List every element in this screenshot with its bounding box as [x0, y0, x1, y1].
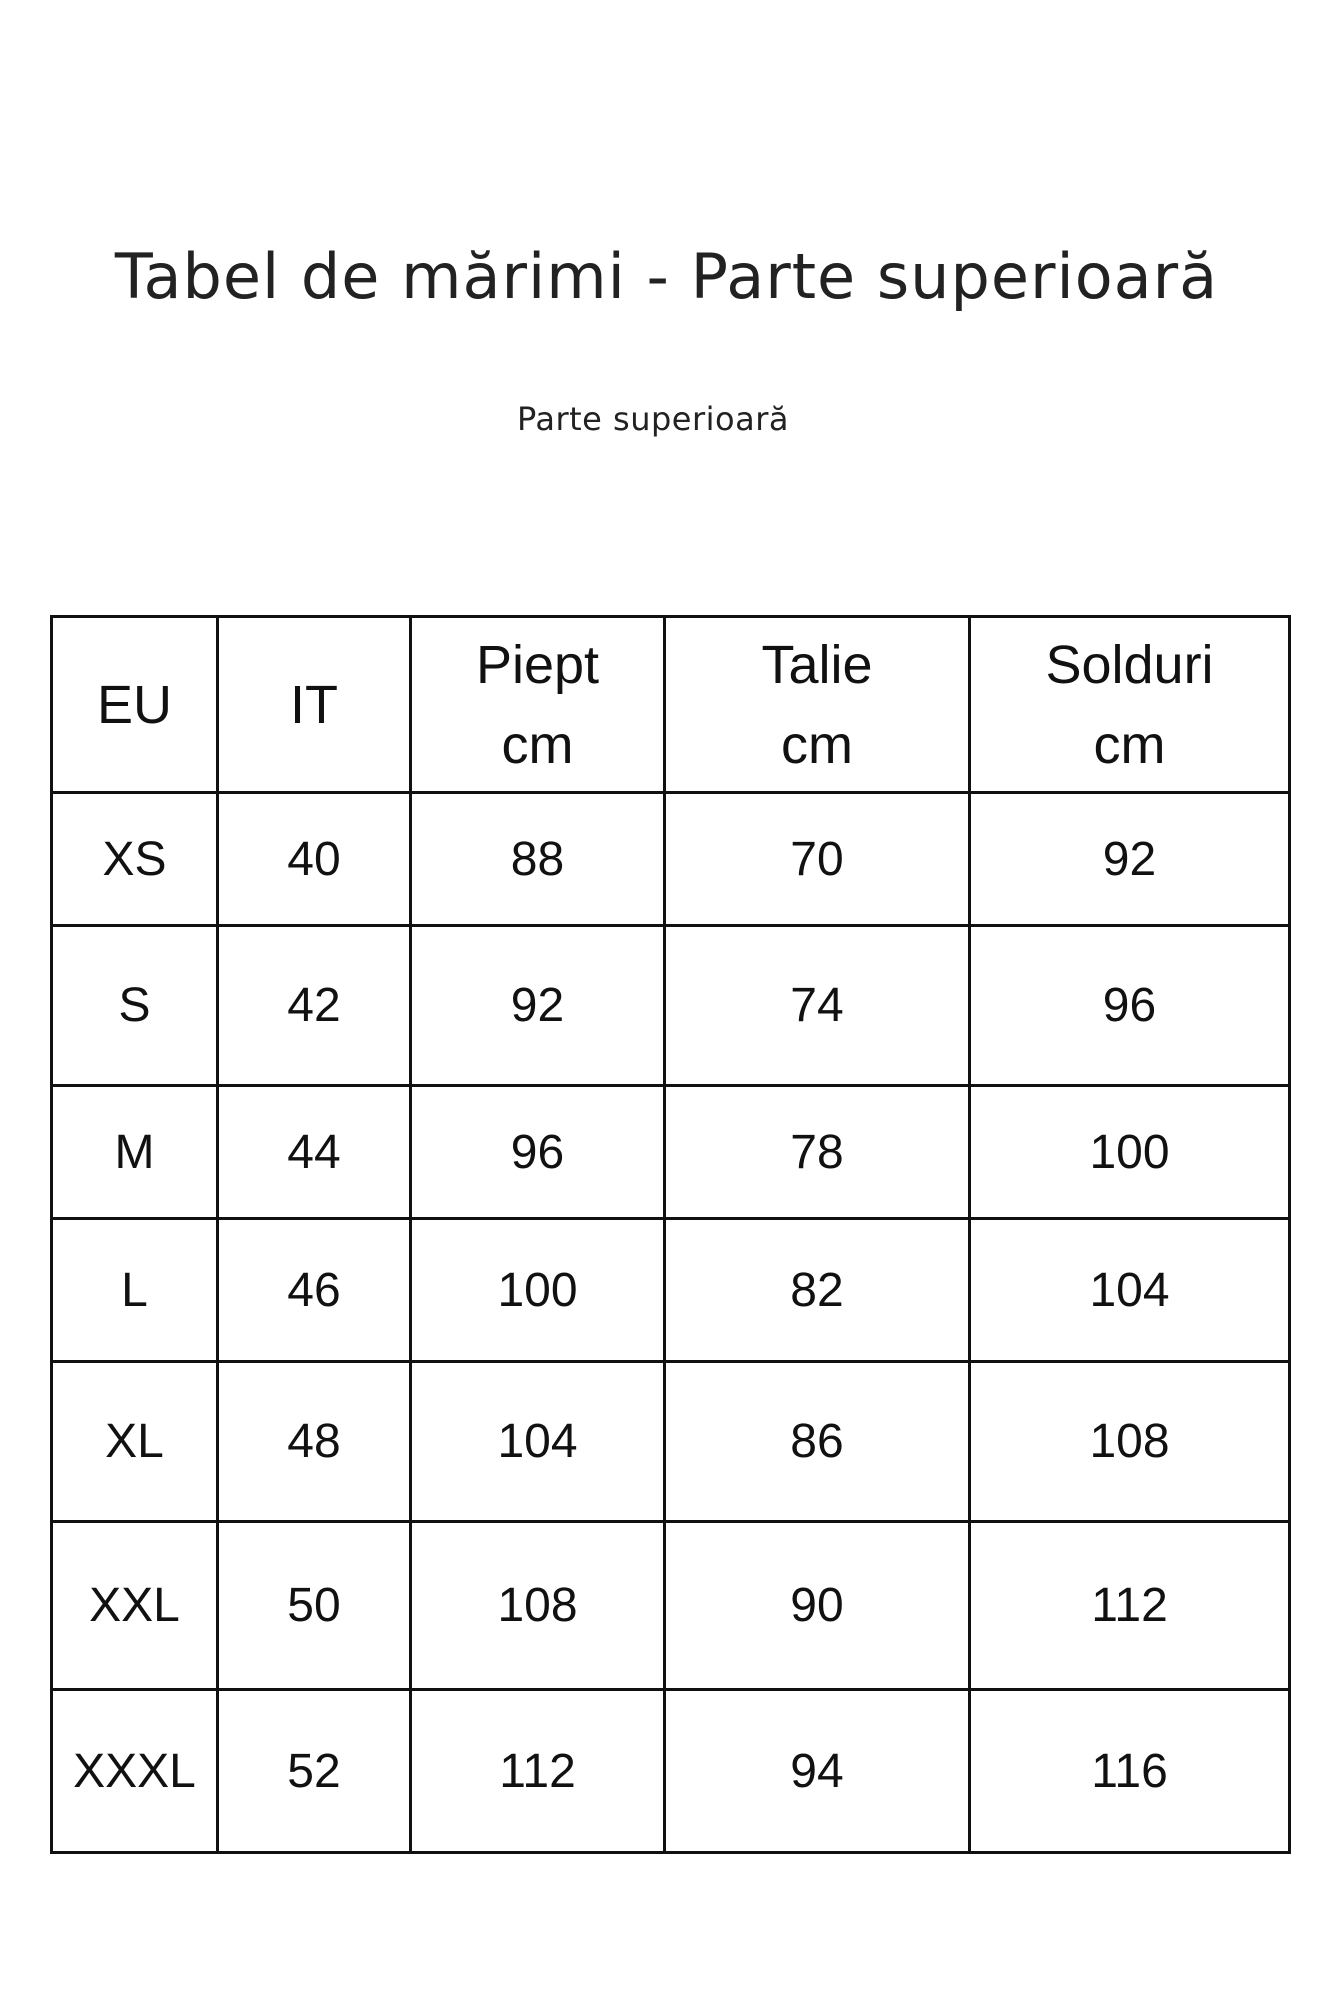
- header-label: Piept: [475, 634, 600, 695]
- cell-piept: 104: [411, 1362, 665, 1522]
- cell-eu: M: [52, 1086, 218, 1219]
- table-row: [52, 926, 1290, 1086]
- cell-solduri: 112: [970, 1522, 1290, 1690]
- cell-piept: 108: [411, 1522, 665, 1690]
- page-title: Tabel de mărimi - Parte superioară: [114, 240, 1219, 313]
- cell-solduri: 96: [970, 926, 1290, 1086]
- header-label: EU: [96, 674, 172, 735]
- page-subtitle: Parte superioară: [517, 400, 789, 438]
- cell-solduri: 92: [970, 793, 1290, 926]
- cell-piept: 100: [411, 1219, 665, 1362]
- header-unit: cm: [1093, 714, 1166, 775]
- cell-it: 50: [218, 1522, 411, 1690]
- table-row: [52, 1086, 1290, 1219]
- table-row: [52, 1522, 1290, 1690]
- cell-eu: S: [52, 926, 218, 1086]
- header-label: Talie: [761, 634, 873, 695]
- cell-talie: 70: [665, 793, 970, 926]
- header-label: Solduri: [1045, 634, 1214, 695]
- cell-solduri: 100: [970, 1086, 1290, 1219]
- cell-solduri: 108: [970, 1362, 1290, 1522]
- cell-piept: 96: [411, 1086, 665, 1219]
- cell-it: 44: [218, 1086, 411, 1219]
- cell-eu: XXL: [52, 1522, 218, 1690]
- cell-talie: 78: [665, 1086, 970, 1219]
- header-it: [218, 617, 411, 793]
- header-unit: cm: [501, 714, 574, 775]
- cell-piept: 112: [411, 1690, 665, 1853]
- cell-talie: 82: [665, 1219, 970, 1362]
- header-label: IT: [290, 674, 338, 735]
- cell-it: 48: [218, 1362, 411, 1522]
- cell-piept: 92: [411, 926, 665, 1086]
- cell-eu: XXXL: [52, 1690, 218, 1853]
- cell-solduri: 104: [970, 1219, 1290, 1362]
- cell-eu: XS: [52, 793, 218, 926]
- table-row: [52, 1362, 1290, 1522]
- table-row: [52, 1690, 1290, 1853]
- cell-talie: 74: [665, 926, 970, 1086]
- cell-it: 46: [218, 1219, 411, 1362]
- header-eu: [52, 617, 218, 793]
- header-unit: cm: [781, 714, 853, 775]
- cell-it: 40: [218, 793, 411, 926]
- cell-solduri: 116: [970, 1690, 1290, 1853]
- header-talie: [665, 617, 970, 793]
- header-piept: [411, 617, 665, 793]
- cell-eu: XL: [52, 1362, 218, 1522]
- table-row: [52, 1219, 1290, 1362]
- cell-talie: 86: [665, 1362, 970, 1522]
- table-row: [52, 793, 1290, 926]
- cell-talie: 90: [665, 1522, 970, 1690]
- table-header-row: [52, 617, 1290, 793]
- cell-it: 42: [218, 926, 411, 1086]
- cell-it: 52: [218, 1690, 411, 1853]
- cell-piept: 88: [411, 793, 665, 926]
- cell-talie: 94: [665, 1690, 970, 1853]
- cell-eu: L: [52, 1219, 218, 1362]
- size-table: [50, 615, 1291, 1854]
- header-solduri: [970, 617, 1290, 793]
